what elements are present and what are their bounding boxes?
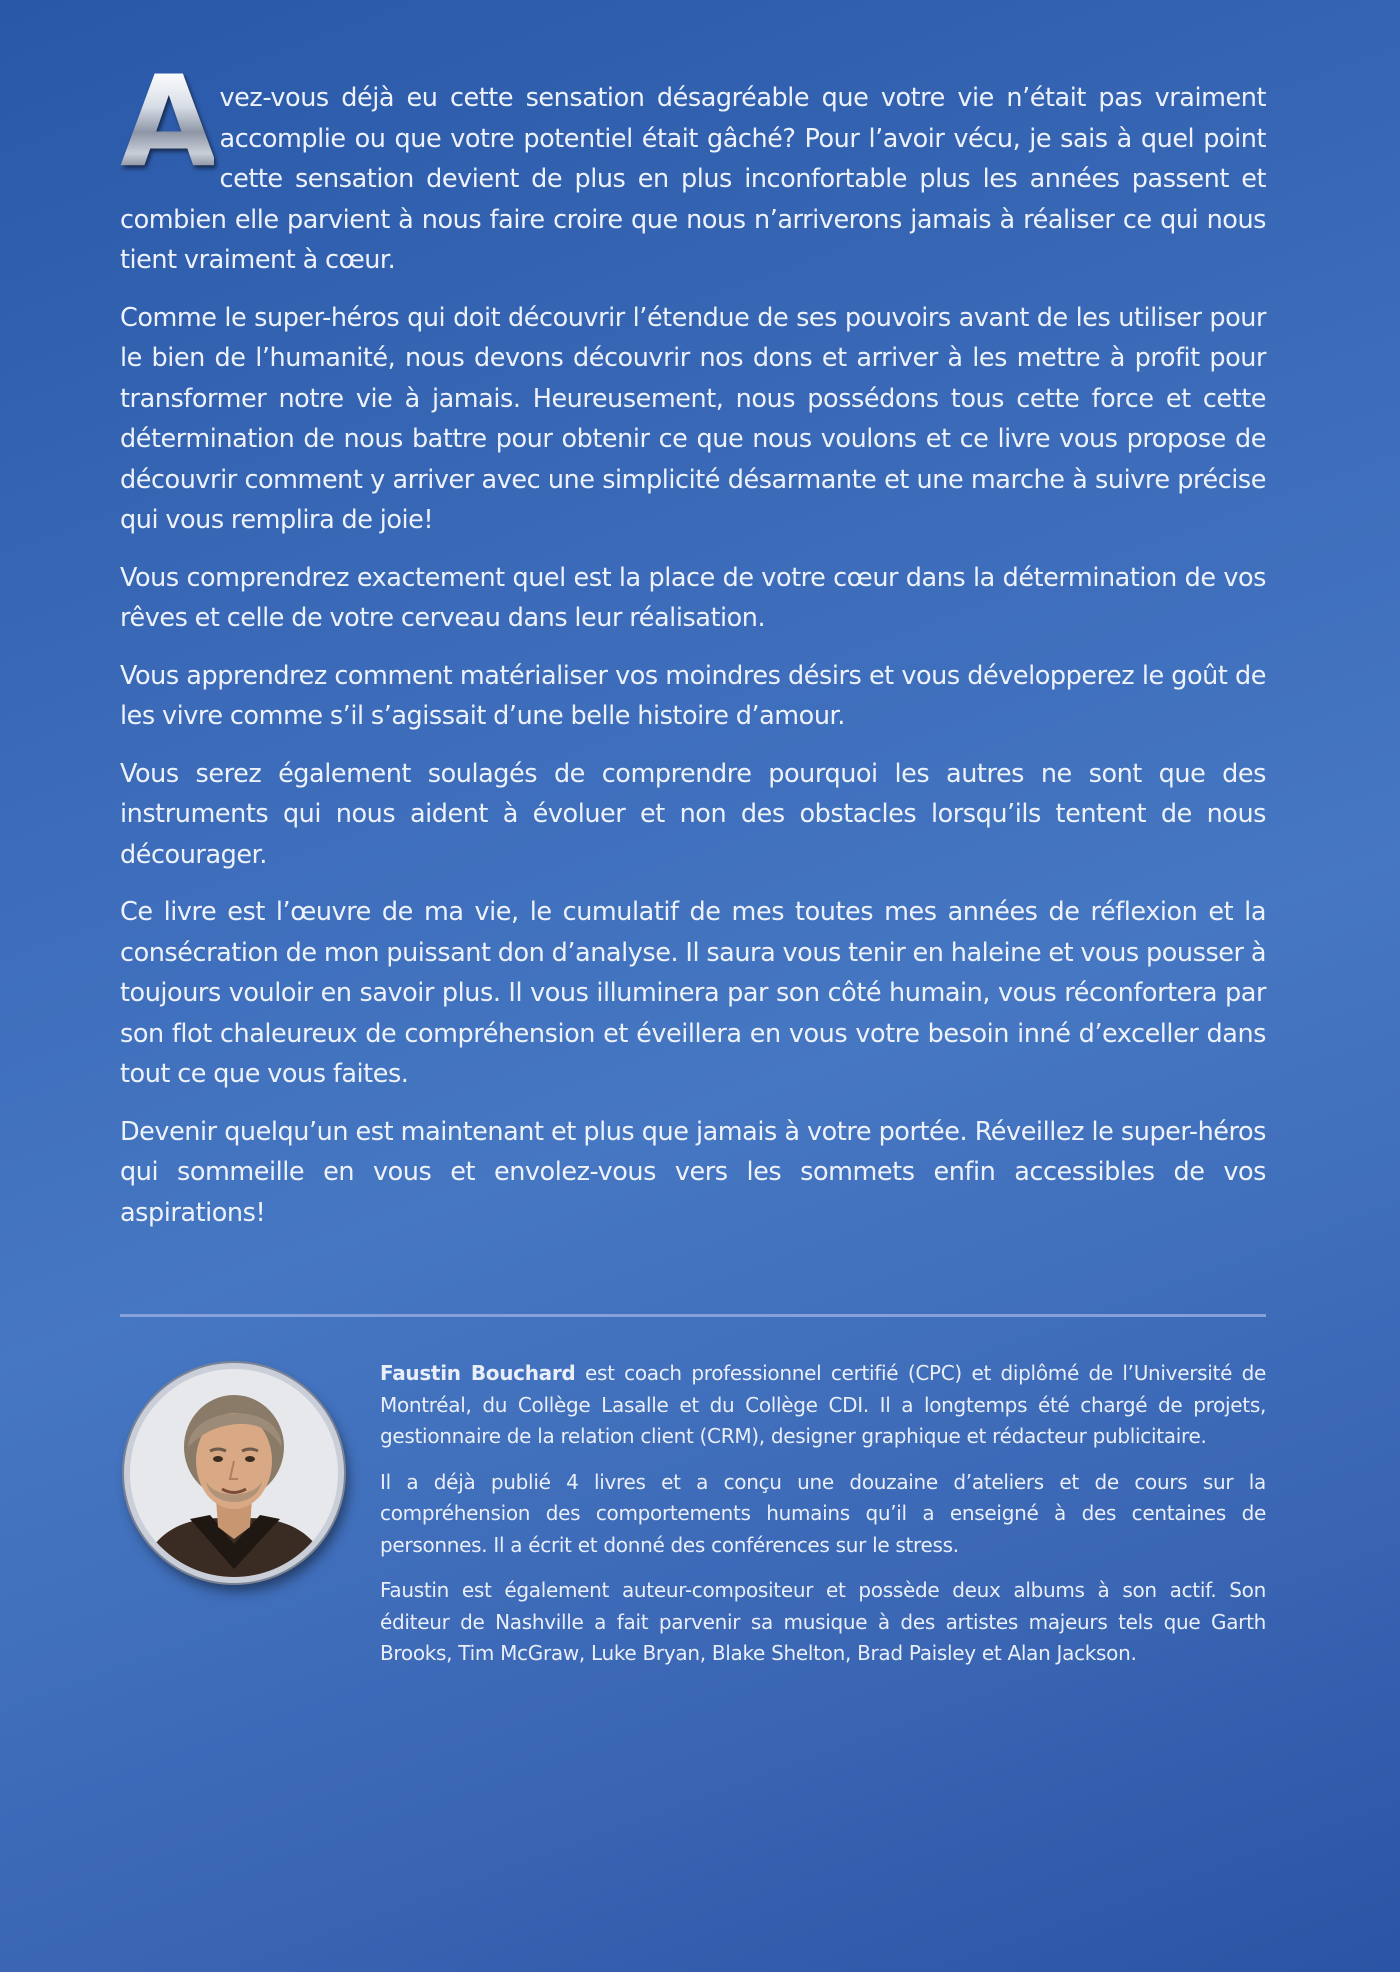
divider [120,1314,1266,1317]
paragraph-1-text: vez-vous déjà eu cette sensation désagréable que votre vie n’était pas vraiment accomplie ou que votre potentiel était gâché? Pour l’avoir vécu, je sais à quel point cette sensation devient de plus en plus inconfortable plus les années passent et combien elle parvient à nous faire croire que nous n’arriverons jamais à réaliser ce qui nous tient vraiment à cœur. [120,83,1266,275]
paragraph-5: Vous serez également soulagés de comprendre pourquoi les autres ne sont que des instruments qui nous aident à évoluer et non des obstacles lorsqu’ils tentent de nous décourager. [120,758,1266,870]
paragraph-6: Ce livre est l’œuvre de ma vie, le cumulatif de mes toutes mes années de réflexion et la consécration de mon puissant don d’analyse. Il saura vous tenir en haleine et vous pousser à toujours vouloir en savoir plus. Il vous illuminera par son côté humain, vous réconfortera par son flot chaleureux de compréhension et éveillera en vous votre besoin inné d’exceller dans tout ce que vous faites. [120,897,1266,1089]
author-name: Faustin Bouchard [380,1361,576,1385]
author-portrait-icon [130,1369,338,1577]
bio-paragraph-1-text: est coach professionnel certifié (CPC) et diplômé de l’Université de Montréal, du Collège Lasalle et du Collège CDI. Il a longtemps été chargé de projets, gestionnaire de la relation client (CRM), designer graphique et rédacteur publicitaire. [380,1361,1266,1448]
author-bio [380,1358,1266,1684]
main-text [120,48,1266,1250]
dropcap-letter: A [120,48,214,195]
paragraph-7: Devenir quelqu’un est maintenant et plus que jamais à votre portée. Réveillez le super-héros qui sommeille en vous et envolez-vous vers les sommets enfin accessibles de vos aspirations! [120,1116,1266,1228]
bio-paragraph-1 [380,1358,1266,1453]
paragraph-4: Vous apprendrez comment matérialiser vos moindres désirs et vous développerez le goût de les vivre comme s’il s’agissait d’une belle histoire d’amour. [120,660,1266,731]
paragraph-1 [120,48,1266,281]
author-photo [124,1363,344,1583]
paragraph-3: Vous comprendrez exactement quel est la place de votre cœur dans la détermination de vos rêves et celle de votre cerveau dans leur réalisation. [120,562,1266,633]
paragraph-2: Comme le super-héros qui doit découvrir l’étendue de ses pouvoirs avant de les utiliser pour le bien de l’humanité, nous devons découvrir nos dons et arriver à les mettre à profit pour transformer notre vie à jamais. Heureusement, nous possédons tous cette force et cette détermination de nous battre pour obtenir ce que nous voulons et ce livre vous propose de découvrir comment y arriver avec une simplicité désarmante et une marche à suivre précise qui vous remplira de joie! [120,302,1266,535]
bio-paragraph-3: Faustin est également auteur-compositeur et possède deux albums à son actif. Son éditeur de Nashville a fait parvenir sa musique à des artistes majeurs tels que Garth Brooks, Tim McGraw, Luke Bryan, Blake Shelton, Brad Paisley et Alan Jackson. [380,1578,1266,1665]
bio-paragraph-2: Il a déjà publié 4 livres et a conçu une douzaine d’ateliers et de cours sur la compréhension des comportements humains qu’il a enseigné à des centaines de personnes. Il a écrit et donné des conférences sur le stress. [380,1469,1266,1557]
